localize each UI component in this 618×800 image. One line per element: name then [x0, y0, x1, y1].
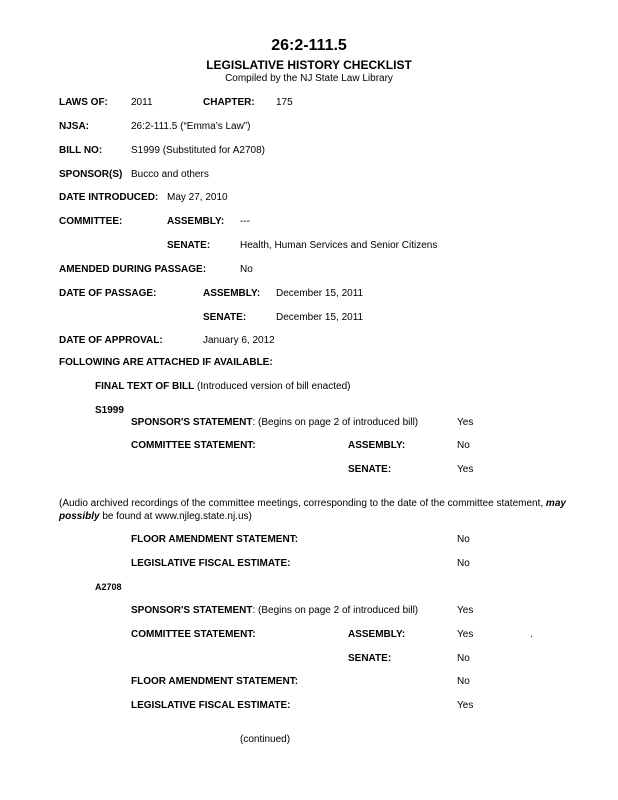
- date-of-passage-label: DATE OF PASSAGE:: [59, 288, 157, 299]
- a2708-sponsor-statement-label: SPONSOR'S STATEMENT: [131, 605, 253, 616]
- chapter-label: CHAPTER:: [203, 97, 255, 108]
- continued-note: (continued): [240, 734, 291, 745]
- njsa-label: NJSA:: [59, 121, 90, 132]
- s1999-floor-amendment-value: No: [457, 534, 470, 545]
- date-introduced-label: DATE INTRODUCED:: [59, 192, 159, 203]
- committee-label: COMMITTEE:: [59, 216, 123, 227]
- committee-senate-label: SENATE:: [167, 240, 211, 251]
- s1999-fiscal-estimate-value: No: [457, 558, 470, 569]
- laws-of-label: LAWS OF:: [59, 97, 108, 108]
- a2708-sponsor-statement-value: Yes: [457, 605, 474, 616]
- audio-note-text-after: be found at www.njleg.state.nj.us): [99, 511, 252, 522]
- a2708-stray-mark: .: [530, 629, 533, 640]
- s1999-committee-assembly-value: No: [457, 440, 470, 451]
- a2708-committee-assembly-label: ASSEMBLY:: [348, 629, 406, 640]
- s1999-floor-amendment-label: FLOOR AMENDMENT STATEMENT:: [131, 534, 299, 545]
- document-subtitle: LEGISLATIVE HISTORY CHECKLIST: [206, 58, 412, 72]
- s1999-committee-statement-label: COMMITTEE STATEMENT:: [131, 440, 256, 451]
- attached-heading: FOLLOWING ARE ATTACHED IF AVAILABLE:: [59, 357, 273, 368]
- a2708-sponsor-statement: [131, 605, 418, 616]
- s1999-committee-senate-label: SENATE:: [348, 464, 392, 475]
- passage-assembly-label: ASSEMBLY:: [203, 288, 261, 299]
- final-text-label: FINAL TEXT OF BILL: [95, 381, 195, 392]
- a2708-fiscal-estimate-value: Yes: [457, 700, 474, 711]
- passage-senate-value: December 15, 2011: [276, 312, 364, 323]
- final-text-line: [95, 381, 350, 392]
- date-of-approval-value: January 6, 2012: [203, 335, 275, 346]
- a2708-committee-assembly-value: Yes: [457, 629, 474, 640]
- sponsors-label: SPONSOR(S): [59, 169, 123, 180]
- committee-assembly-label: ASSEMBLY:: [167, 216, 225, 227]
- a2708-bill-label: A2708: [95, 582, 122, 592]
- s1999-committee-senate-value: Yes: [457, 464, 474, 475]
- audio-note-emphasis: may possibly: [59, 498, 566, 522]
- passage-senate-label: SENATE:: [203, 312, 247, 323]
- committee-assembly-value: ---: [240, 216, 250, 227]
- a2708-committee-statement-label: COMMITTEE STATEMENT:: [131, 629, 256, 640]
- laws-of-value: 2011: [131, 97, 153, 108]
- a2708-fiscal-estimate-label: LEGISLATIVE FISCAL ESTIMATE:: [131, 700, 291, 711]
- committee-senate-value: Health, Human Services and Senior Citizens: [240, 240, 438, 251]
- date-of-approval-label: DATE OF APPROVAL:: [59, 335, 163, 346]
- bill-no-label: BILL NO:: [59, 145, 103, 156]
- s1999-committee-assembly-label: ASSEMBLY:: [348, 440, 406, 451]
- njsa-value: 26:2-111.5 (“Emma’s Law”): [131, 121, 251, 132]
- s1999-sponsor-statement-label: SPONSOR'S STATEMENT: [131, 417, 253, 428]
- passage-assembly-value: December 15, 2011: [276, 288, 364, 299]
- compiled-by-line: Compiled by the NJ State Law Library: [225, 73, 393, 84]
- s1999-fiscal-estimate-label: LEGISLATIVE FISCAL ESTIMATE:: [131, 558, 291, 569]
- a2708-committee-senate-label: SENATE:: [348, 653, 392, 664]
- chapter-value: 175: [276, 97, 293, 108]
- a2708-committee-senate-value: No: [457, 653, 470, 664]
- bill-no-value: S1999 (Substituted for A2708): [131, 145, 265, 156]
- s1999-bill-label: S1999: [95, 405, 124, 416]
- amended-value: No: [240, 264, 253, 275]
- s1999-sponsor-statement-value: Yes: [457, 417, 474, 428]
- amended-label: AMENDED DURING PASSAGE:: [59, 264, 207, 275]
- audio-archive-note: [59, 497, 604, 523]
- document-title: 26:2-111.5: [271, 37, 347, 54]
- s1999-sponsor-statement-note: : (Begins on page 2 of introduced bill): [252, 417, 419, 428]
- audio-note-text-before: (Audio archived recordings of the committee meetings, corresponding to the date of the committee statement,: [59, 498, 546, 509]
- a2708-floor-amendment-value: No: [457, 676, 470, 687]
- a2708-sponsor-statement-note: : (Begins on page 2 of introduced bill): [252, 605, 419, 616]
- a2708-floor-amendment-label: FLOOR AMENDMENT STATEMENT:: [131, 676, 299, 687]
- sponsors-value: Bucco and others: [131, 169, 209, 180]
- s1999-sponsor-statement: [131, 417, 418, 428]
- date-introduced-value: May 27, 2010: [167, 192, 228, 203]
- final-text-note: (Introduced version of bill enacted): [197, 381, 351, 392]
